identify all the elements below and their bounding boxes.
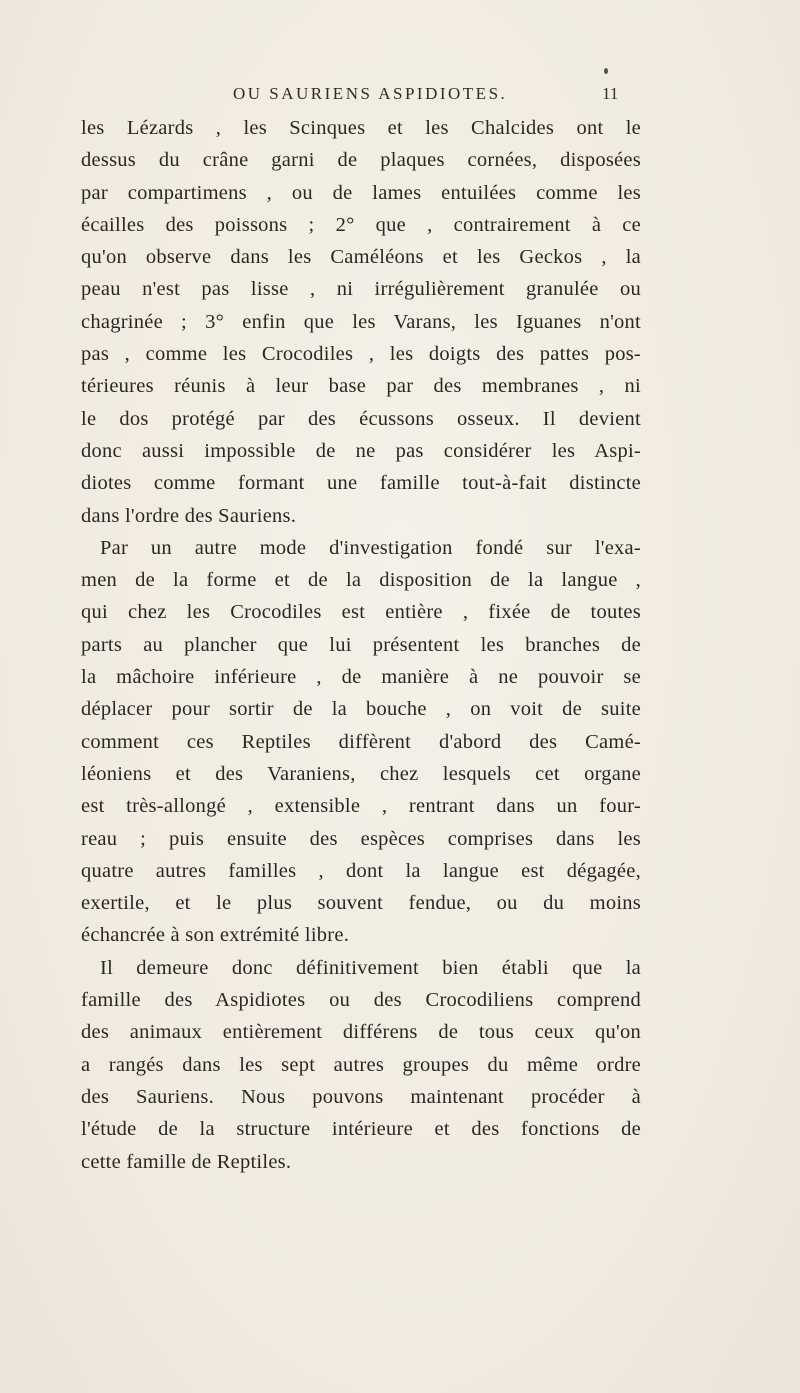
- text-line: l'étude de la structure intérieure et des fonctions de: [81, 1118, 641, 1141]
- text-line: dessus du crâne garni de plaques cornées, disposées: [81, 149, 641, 172]
- text-line: térieures réunis à leur base par des membranes , ni: [81, 375, 641, 398]
- text-line: déplacer pour sortir de la bouche , on voit de suite: [81, 698, 641, 721]
- text-line: la mâchoire inférieure , de manière à ne pouvoir se: [81, 666, 641, 689]
- text-line: quatre autres familles , dont la langue est dégagée,: [81, 859, 641, 882]
- text-line: par compartimens , ou de lames entuilées comme les: [81, 181, 641, 204]
- ink-speck: [604, 68, 608, 74]
- body-text: [81, 112, 641, 1178]
- text-line: men de la forme et de la disposition de la langue ,: [81, 569, 641, 592]
- text-line: écailles des poissons ; 2° que , contrairement à ce: [81, 213, 641, 236]
- text-line: des animaux entièrement différens de tous ceux qu'on: [81, 1021, 641, 1044]
- text-line: comment ces Reptiles diffèrent d'abord des Camé-: [81, 730, 641, 753]
- text-line: reau ; puis ensuite des espèces comprises dans les: [81, 827, 641, 850]
- text-line: parts au plancher que lui présentent les branches de: [81, 633, 641, 656]
- text-line: famille des Aspidiotes ou des Crocodiliens comprend: [81, 989, 641, 1012]
- page-number: 11: [602, 84, 619, 103]
- running-head: OU SAURIENS ASPIDIOTES.: [233, 84, 508, 103]
- text-line: Par un autre mode d'investigation fondé sur l'exa-: [100, 536, 641, 559]
- text-line: pas , comme les Crocodiles , les doigts des pattes pos-: [81, 343, 641, 366]
- text-line: est très-allongé , extensible , rentrant dans un four-: [81, 795, 641, 818]
- text-line: léoniens et des Varaniens, chez lesquels cet organe: [81, 762, 641, 785]
- text-line: donc aussi impossible de ne pas considérer les Aspi-: [81, 439, 641, 462]
- text-line: exertile, et le plus souvent fendue, ou du moins: [81, 892, 641, 915]
- page-header: [0, 80, 800, 106]
- text-line: qui chez les Crocodiles est entière , fixée de toutes: [81, 601, 641, 624]
- text-line: échancrée à son extrémité libre.: [81, 924, 350, 947]
- text-line: les Lézards , les Scinques et les Chalcides ont le: [81, 117, 641, 139]
- text-line: a rangés dans les sept autres groupes du même ordre: [81, 1053, 641, 1076]
- text-line: qu'on observe dans les Caméléons et les Geckos , la: [81, 246, 641, 269]
- text-line: Il demeure donc définitivement bien établi que la: [100, 956, 641, 979]
- text-line: dans l'ordre des Sauriens.: [81, 504, 297, 527]
- text-line: peau n'est pas lisse , ni irrégulièrement granulée ou: [81, 278, 641, 301]
- text-line: des Sauriens. Nous pouvons maintenant procéder à: [81, 1085, 641, 1108]
- text-line: chagrinée ; 3° enfin que les Varans, les Iguanes n'ont: [81, 310, 641, 333]
- text-line: diotes comme formant une famille tout-à-fait distincte: [81, 472, 641, 495]
- text-line: cette famille de Reptiles.: [81, 1150, 292, 1173]
- text-line: le dos protégé par des écussons osseux. Il devient: [81, 407, 641, 430]
